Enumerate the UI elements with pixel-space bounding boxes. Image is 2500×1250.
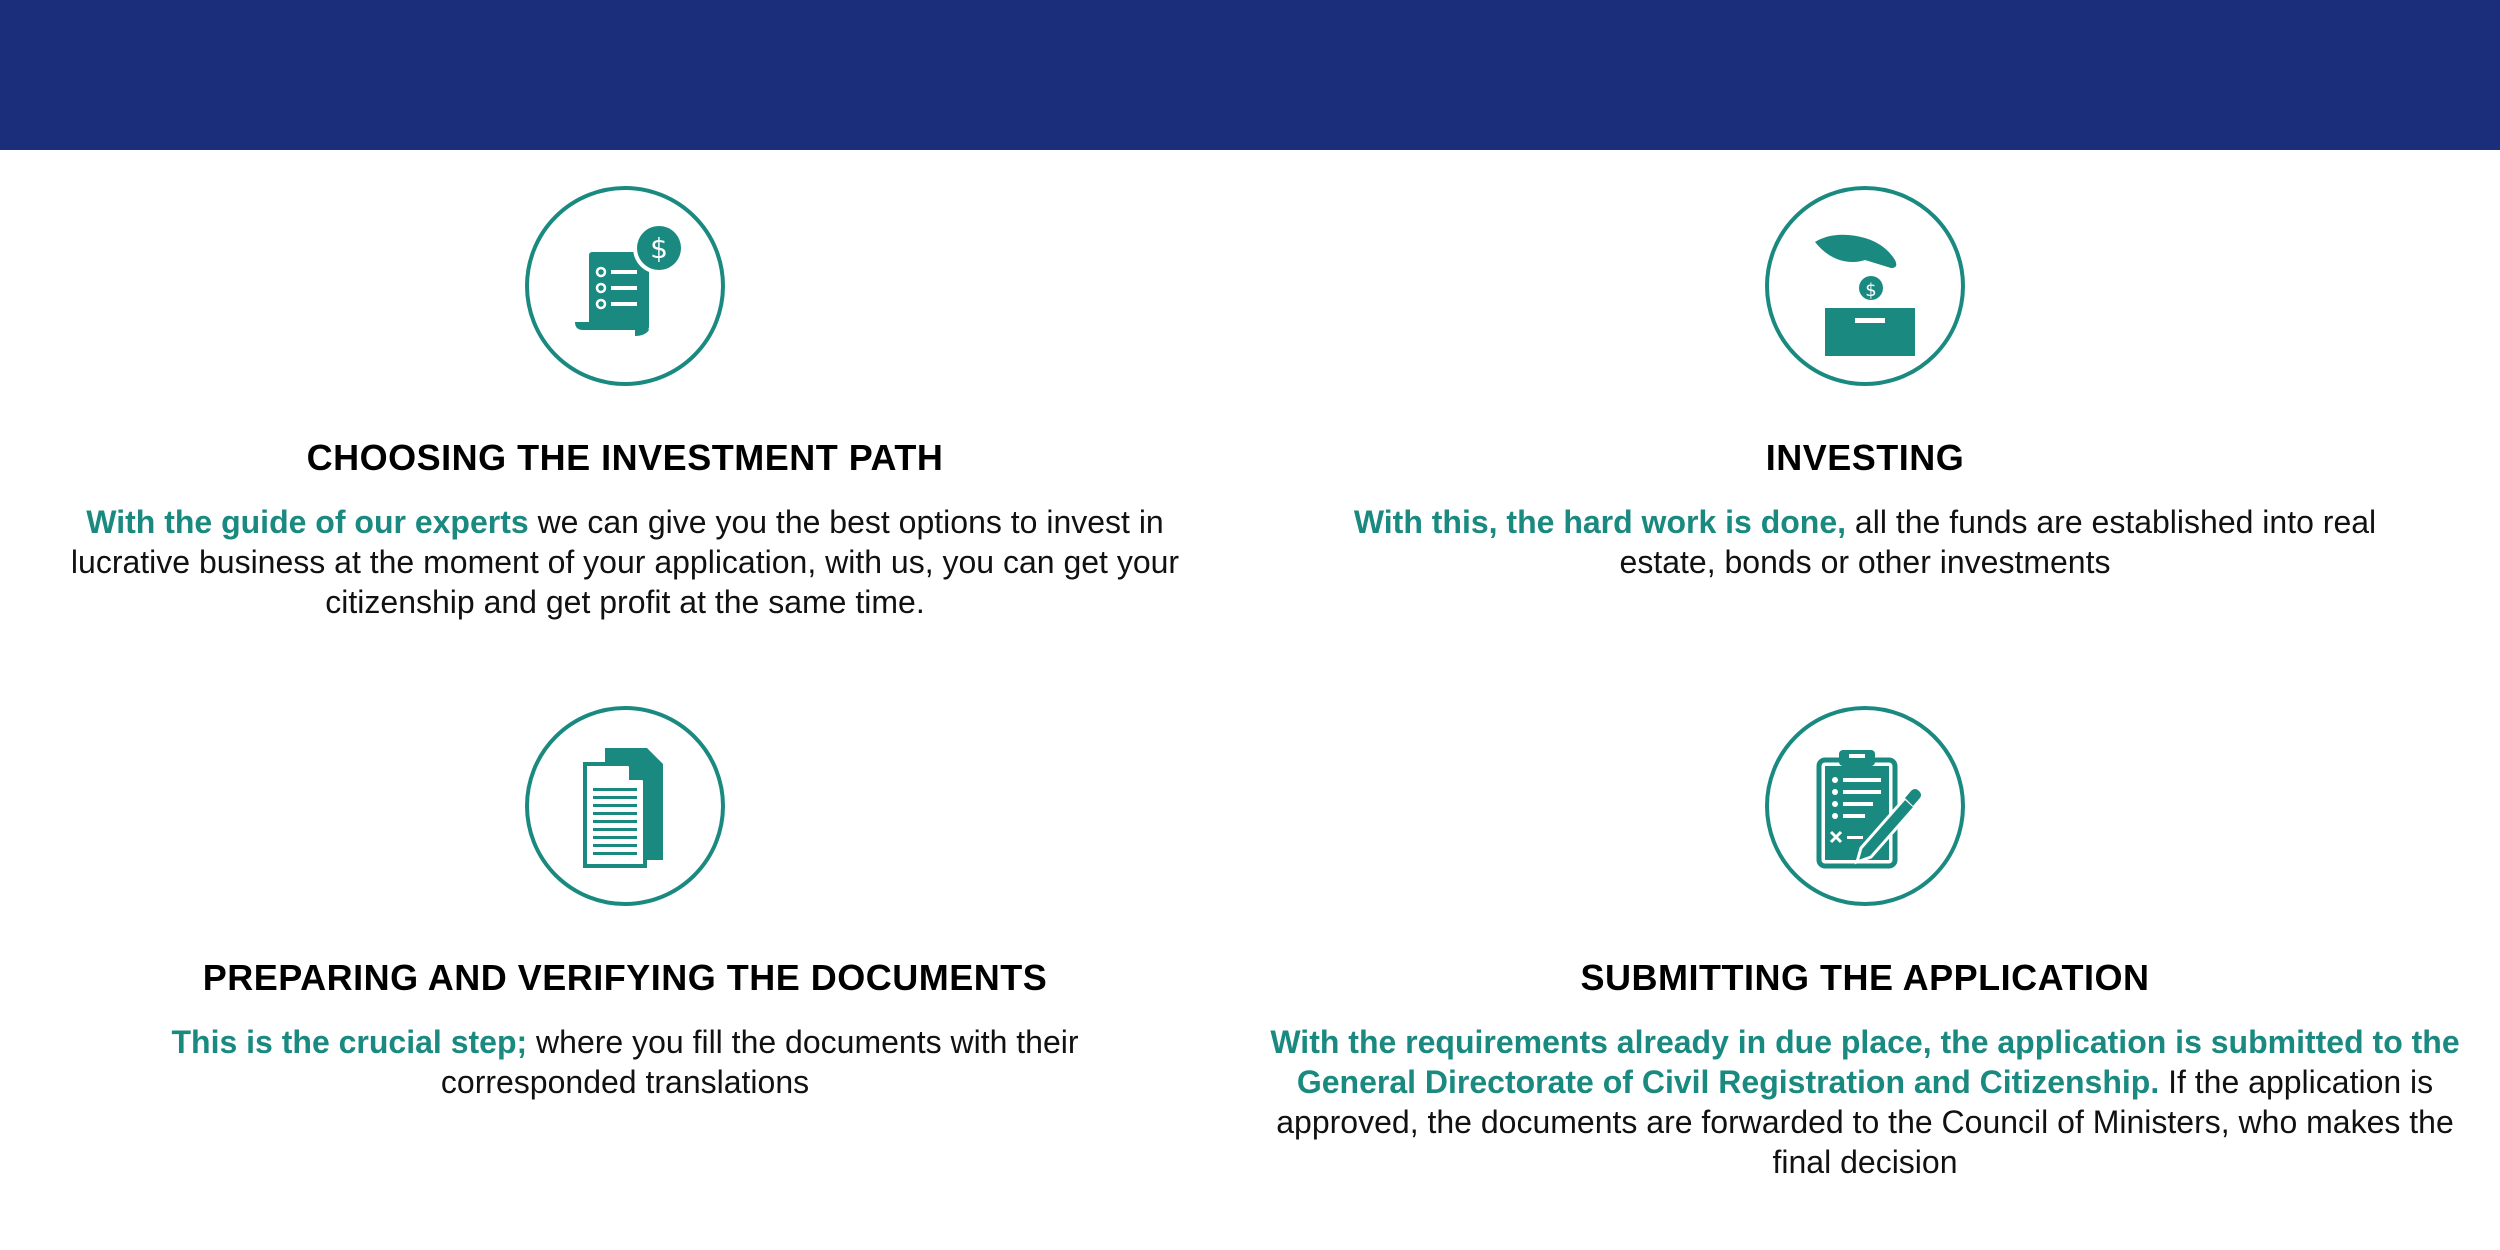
step-title: PREPARING AND VERIFYING THE DOCUMENTS <box>202 957 1048 998</box>
step-text: we can give you the best options to invest in lucrative business at the moment of your application, with us, you can get your citizenship and get profit at the same time. <box>70 504 1180 620</box>
hand-coin-box-icon <box>1765 186 1965 386</box>
svg-text:$: $ <box>1865 280 1877 301</box>
step-text: If the application is approved, the documents are forwarded to the Council of Ministers, who makes the final decision <box>1276 1064 2454 1180</box>
documents-icon <box>525 706 725 906</box>
step-highlight: This is the crucial step; <box>171 1024 528 1060</box>
step-submitting-application <box>1240 706 2490 1182</box>
step-description <box>1265 1022 2465 1182</box>
step-highlight: With this, the hard work is done, <box>1353 504 1847 540</box>
step-investing <box>1240 186 2490 582</box>
step-title: SUBMITTING THE APPLICATION <box>1580 957 2150 998</box>
svg-text:$: $ <box>650 232 668 265</box>
header-banner <box>0 0 2500 150</box>
step-description <box>1340 502 2390 582</box>
step-text: where you fill the documents with their corresponded translations <box>440 1024 1079 1100</box>
step-text: all the funds are established into real estate, bonds or other investments <box>1619 504 2377 580</box>
step-description <box>35 502 1215 622</box>
invoice-dollar-icon <box>525 186 725 386</box>
clipboard-pen-icon <box>1765 706 1965 906</box>
step-choosing-investment-path <box>0 186 1250 622</box>
step-highlight: With the guide of our experts <box>86 504 529 540</box>
step-highlight: With the requirements already in due place, the application is submitted to the General Directorate of Civil Registration and Citizenship. <box>1270 1024 2460 1100</box>
step-title: INVESTING <box>1765 437 1965 478</box>
step-preparing-documents <box>0 706 1250 1102</box>
step-title: CHOOSING THE INVESTMENT PATH <box>306 437 944 478</box>
step-description <box>100 1022 1150 1102</box>
